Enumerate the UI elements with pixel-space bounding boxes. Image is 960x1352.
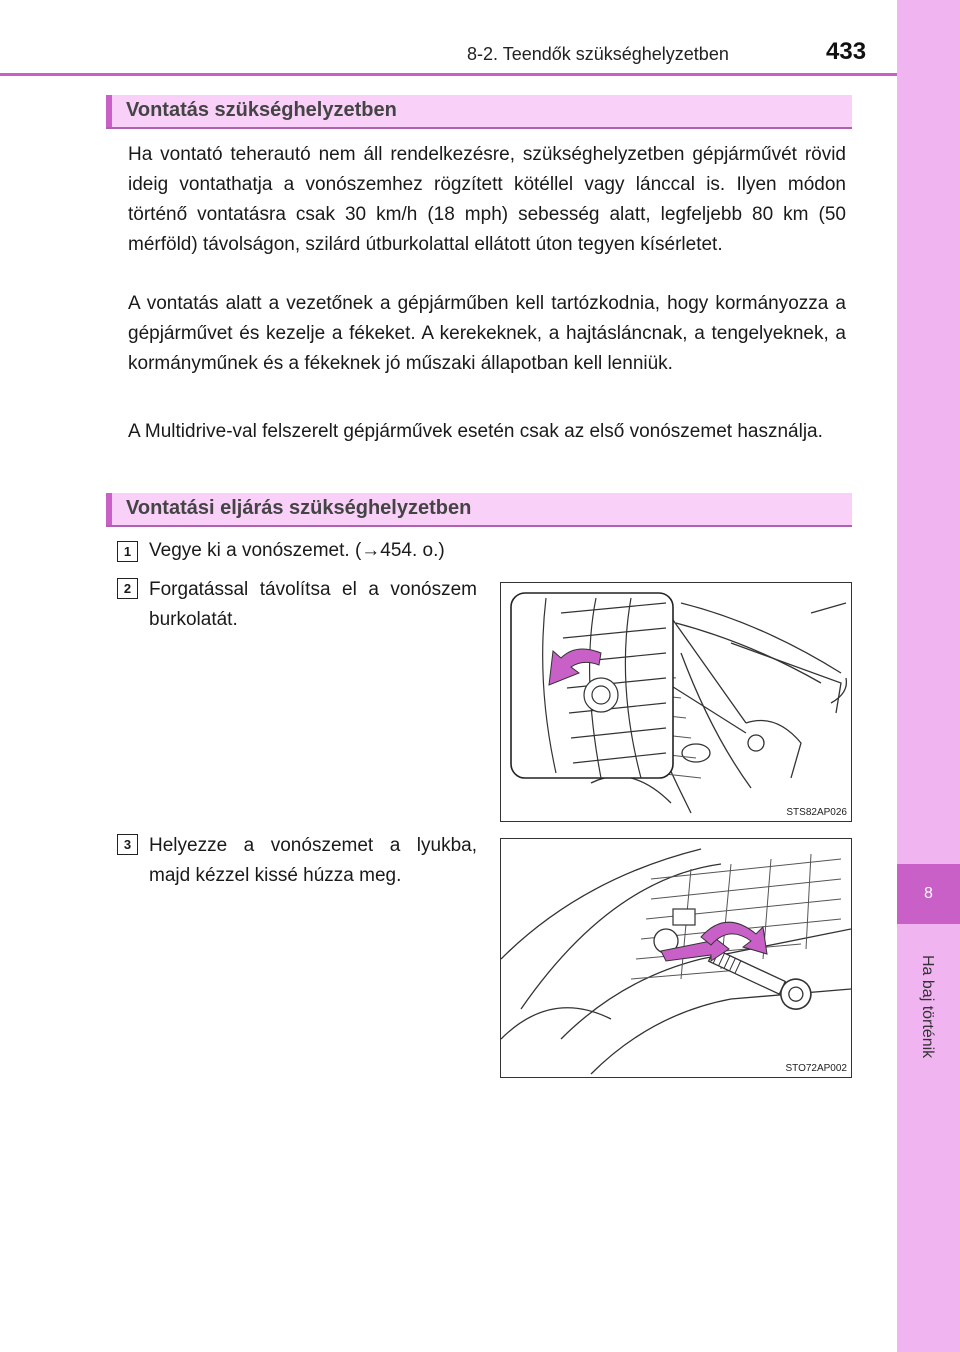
chapter-side-tab xyxy=(897,0,960,1352)
header-divider xyxy=(0,73,897,76)
header-section-title: 8-2. Teendők szükséghelyzetben xyxy=(467,44,729,64)
section-heading-text: Vontatási eljárás szükséghelyzetben xyxy=(126,497,472,519)
section-heading-towing-procedure xyxy=(106,493,852,527)
section-heading-text: Vontatás szükséghelyzetben xyxy=(126,99,397,121)
towing-eye-illustration xyxy=(501,839,852,1078)
chapter-label: Ha baj történik xyxy=(919,955,936,1059)
figure-install-towing-eye xyxy=(500,838,852,1078)
step-text: Vegye ki a vonószemet. (→454. o.) xyxy=(149,540,445,561)
page-number: 433 xyxy=(826,38,867,65)
bumper-cover-illustration xyxy=(501,583,852,822)
step-text: Forgatással távolítsa el a vonószem burkolatát. xyxy=(149,579,477,630)
section-heading-emergency-towing xyxy=(106,95,852,129)
paragraph-driver-requirements: A vontatás alatt a vezetőnek a gépjárműben kell tartózkodnia, hogy kormányozza a gépjárművet és kezelje a fékeket. A kerekeknek, a hajtásláncnak, a tengelyeknek, a kormányműnek és a fékeknek jó műszaki állapotban kell lenniük. xyxy=(128,293,846,374)
step-number-box: 1 xyxy=(117,541,138,562)
paragraph-multidrive-note: A Multidrive-val felszerelt gépjárművek esetén csak az első vonószemet használja. xyxy=(128,421,823,442)
step-text: Helyezze a vonószemet a lyukba, majd kézzel kissé húzza meg. xyxy=(149,835,477,886)
step-number-box: 3 xyxy=(117,834,138,855)
figure-code: STO72AP002 xyxy=(785,1063,847,1074)
figure-remove-cover xyxy=(500,582,852,822)
chapter-number: 8 xyxy=(897,864,960,924)
paragraph-towing-conditions: Ha vontató teherautó nem áll rendelkezésre, szükséghelyzetben gépjárművét rövid ideig vontathatja a vonószemhez rögzített kötéllel vagy lánccal is. Ilyen módon történő vontatásra csak 30 km/h (18 mph) sebesség alatt, legfeljebb 80 km (50 mérföld) távolságon, szilárd útburkolattal ellátott úton tegyen kísérletet. xyxy=(128,144,846,255)
figure-code: STS82AP026 xyxy=(786,807,847,818)
step-number-box: 2 xyxy=(117,578,138,599)
